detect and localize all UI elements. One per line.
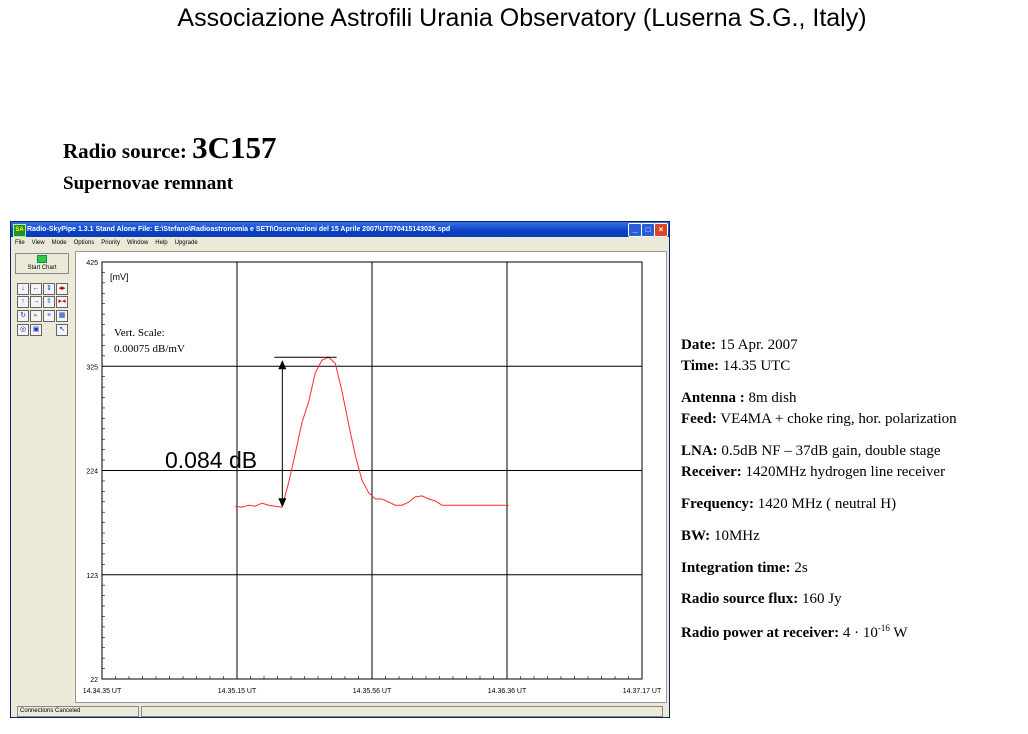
connection-status: Connections Canceled bbox=[17, 706, 139, 717]
chart-svg bbox=[76, 252, 666, 702]
menu-mode[interactable]: Mode bbox=[51, 240, 67, 246]
start-chart-button[interactable] bbox=[15, 253, 69, 274]
frame-icon[interactable]: ▣ bbox=[30, 324, 42, 336]
menu-priority[interactable]: Priority bbox=[101, 240, 120, 246]
menu-help[interactable]: Help bbox=[155, 240, 168, 246]
refresh-icon[interactable]: ↻ bbox=[17, 310, 29, 322]
y-tick-label: 325 bbox=[86, 364, 98, 372]
source-subtitle: Supernovae remnant bbox=[63, 173, 234, 194]
close-icon[interactable]: × bbox=[654, 223, 668, 237]
chart-toolbar bbox=[11, 250, 73, 700]
info-frequency: Frequency: 1420 MHz ( neutral H) bbox=[681, 496, 897, 512]
status-led-icon bbox=[37, 255, 47, 263]
window-titlebar[interactable] bbox=[11, 222, 669, 237]
status-bar bbox=[15, 706, 665, 716]
info-source-flux: Radio source flux: 160 Jy bbox=[681, 591, 842, 607]
expand-vertical-icon[interactable]: ⇕ bbox=[43, 283, 55, 295]
window-title: Radio-SkyPipe 1.3.1 Stand Alone File: E:\Stefano\Radioastronomia e SETI\Osservazioni del 15 Aprile 2007\UT070415143026.spd bbox=[27, 226, 451, 233]
page-title: Associazione Astrofili Urania Observatory (Luserna S.G., Italy) bbox=[177, 4, 867, 32]
info-radio-power: Radio power at receiver: $4 \cdot 10^{-16}$ W bbox=[681, 623, 908, 641]
info-date: Date: 15 Apr. 2007 bbox=[681, 337, 798, 353]
target-icon[interactable]: ◎ bbox=[17, 324, 29, 336]
amplitude-annotation: 0.084 dB bbox=[165, 447, 258, 473]
scroll-left-icon[interactable]: ← bbox=[30, 283, 42, 295]
menu-bar bbox=[11, 238, 669, 249]
x-tick-label: 14.37.17 UT bbox=[622, 688, 662, 695]
scroll-right-icon[interactable]: → bbox=[30, 296, 42, 308]
start-chart-label: Start Chart bbox=[27, 265, 57, 271]
x-tick-label: 14.35.15 UT bbox=[217, 688, 257, 695]
minimize-icon[interactable]: _ bbox=[628, 223, 642, 237]
menu-upgrade[interactable]: Upgrade bbox=[174, 240, 198, 246]
radio-source-name: 3C157 bbox=[192, 130, 277, 165]
plot-area[interactable] bbox=[75, 251, 667, 703]
scroll-up-icon[interactable]: ↑ bbox=[17, 296, 29, 308]
scroll-down-icon[interactable]: ↓ bbox=[17, 283, 29, 295]
maximize-icon[interactable]: □ bbox=[641, 223, 655, 237]
y-tick-label: 224 bbox=[86, 468, 98, 476]
info-receiver: Receiver: 1420MHz hydrogen line receiver bbox=[681, 464, 946, 480]
radio-source-heading bbox=[63, 130, 277, 166]
radio-source-label: Radio source: bbox=[63, 139, 187, 163]
status-panel bbox=[141, 706, 663, 717]
unit-label: [mV] bbox=[110, 272, 129, 282]
info-time: Time: 14.35 UTC bbox=[681, 358, 791, 374]
x-tick-label: 14.35.56 UT bbox=[352, 688, 392, 695]
app-icon: SA bbox=[13, 224, 26, 237]
x-tick-label: 14.34.35 UT bbox=[82, 688, 122, 695]
scale-label-2: 0.00075 dB/mV bbox=[114, 343, 185, 355]
y-tick-label: 425 bbox=[86, 260, 98, 267]
compress-vertical-icon[interactable]: ⇳ bbox=[43, 296, 55, 308]
info-antenna: Antenna : 8m dish bbox=[681, 390, 797, 406]
y-tick-label: 22 bbox=[90, 677, 98, 684]
menu-view[interactable]: View bbox=[31, 240, 45, 246]
cursor-icon[interactable]: ↖ bbox=[56, 324, 68, 336]
info-bandwidth: BW: 10MHz bbox=[681, 528, 760, 544]
x-tick-label: 14.36.36 UT bbox=[487, 688, 527, 695]
info-feed: Feed: VE4MA + choke ring, hor. polarization bbox=[681, 411, 957, 427]
menu-file[interactable]: File bbox=[15, 240, 25, 246]
menu-options[interactable]: Options bbox=[73, 240, 95, 246]
expand-horizontal-icon[interactable]: ▸◂ bbox=[56, 296, 68, 308]
compress-horizontal-icon[interactable]: ◂▸ bbox=[56, 283, 68, 295]
crosshair-icon[interactable]: + bbox=[43, 310, 55, 322]
info-lna: LNA: 0.5dB NF – 37dB gain, double stage bbox=[681, 443, 941, 459]
y-tick-label: 123 bbox=[86, 572, 98, 580]
play-icon[interactable]: ▸ bbox=[30, 310, 42, 322]
info-integration-time: Integration time: 2s bbox=[681, 560, 808, 576]
skypipe-window bbox=[10, 221, 670, 718]
scale-label-1: Vert. Scale: bbox=[114, 327, 165, 339]
menu-window[interactable]: Window bbox=[126, 240, 149, 246]
grid-icon[interactable]: ▦ bbox=[56, 310, 68, 322]
